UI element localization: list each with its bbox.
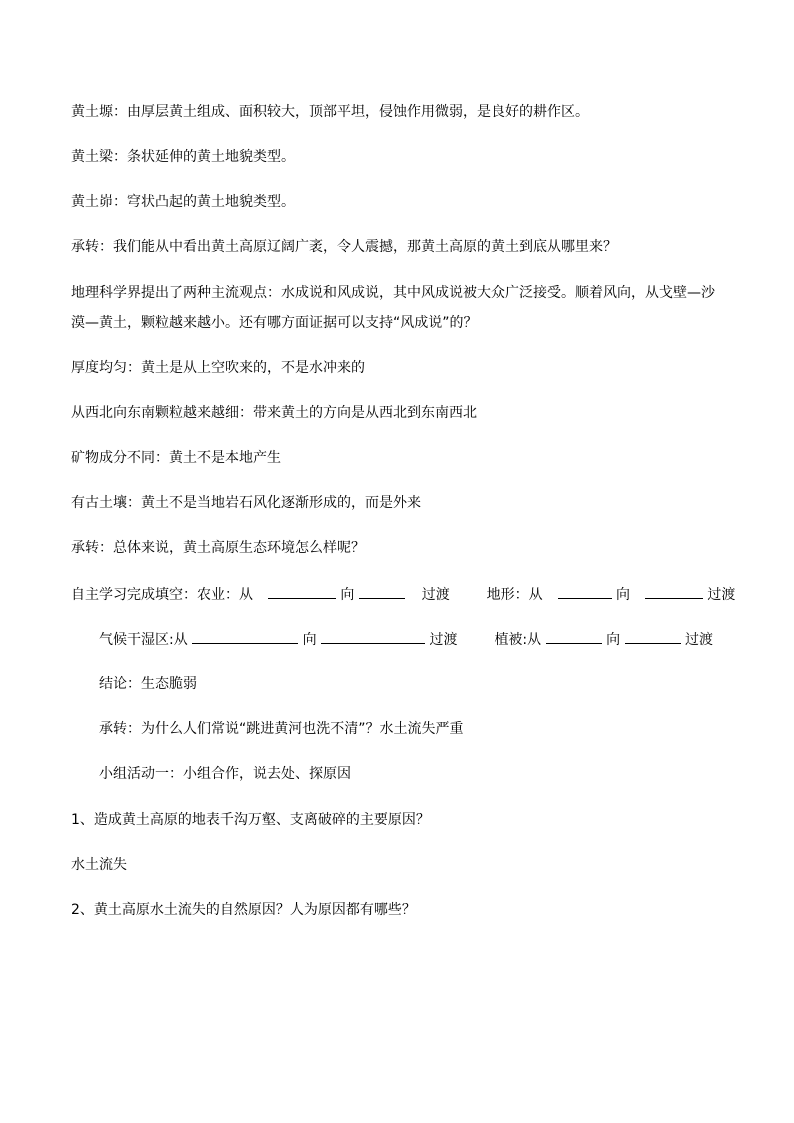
evidence-grain-size: 从西北向东南颗粒越来越细：带来黄土的方向是从西北到东南西北 <box>71 405 477 421</box>
blank-agriculture-from[interactable] <box>268 584 336 599</box>
label-transition: 过渡 <box>684 632 713 648</box>
paragraph-group-activity: 小组活动一：小组合作，说去处、探原因 <box>99 766 351 782</box>
paragraph-huangtumao: 黄土峁：穹状凸起的黄土地貌类型。 <box>71 194 295 210</box>
paragraph-transition-origin: 承转：我们能从中看出黄土高原辽阔广袤，令人震撼，那黄土高原的黄土到底从哪里来？ <box>71 239 617 255</box>
label-to: 向 <box>615 587 630 603</box>
label-to: 向 <box>302 632 317 648</box>
label-transition: 过渡 <box>421 587 450 603</box>
label-transition: 过渡 <box>429 632 458 648</box>
vegetation-label: 植被:从 <box>494 632 542 648</box>
blank-agriculture-to[interactable] <box>359 584 405 599</box>
paragraph-transition-erosion: 承转：为什么人们常说“跳进黄河也洗不清”？水土流失严重 <box>99 721 464 737</box>
answer-1: 水土流失 <box>71 857 127 873</box>
label-to: 向 <box>340 587 355 603</box>
fill-in-row-2 <box>99 629 713 650</box>
paragraph-theories-line1: 地理科学界提出了两种主流观点：水成说和风成说，其中风成说被大众广泛接受。顺着风向，从戈壁—沙 <box>71 285 715 301</box>
blank-terrain-to[interactable] <box>645 584 703 599</box>
paragraph-transition-environment: 承转：总体来说，黄土高原生态环境怎么样呢？ <box>71 540 365 556</box>
label-transition: 过渡 <box>707 587 736 603</box>
evidence-paleosol: 有古土壤：黄土不是当地岩石风化逐渐形成的，而是外来 <box>71 495 421 511</box>
paragraph-theories-line2: 漠—黄土，颗粒越来越小。还有哪方面证据可以支持“风成说”的？ <box>71 315 478 331</box>
evidence-minerals: 矿物成分不同：黄土不是本地产生 <box>71 450 281 466</box>
evidence-uniform-thickness: 厚度均匀：黄土是从上空吹来的，不是水冲来的 <box>71 360 365 376</box>
question-1: 1、造成黄土高原的地表千沟万壑、支离破碎的主要原因？ <box>71 812 430 828</box>
fill-in-prefix: 自主学习完成填空：农业：从 <box>71 587 253 603</box>
paragraph-conclusion: 结论：生态脆弱 <box>99 676 197 692</box>
climate-label: 气候干湿区:从 <box>99 632 188 648</box>
paragraph-huangtuliang: 黄土梁：条状延伸的黄土地貌类型。 <box>71 149 295 165</box>
blank-terrain-from[interactable] <box>558 584 612 599</box>
question-2: 2、黄土高原水土流失的自然原因？人为原因都有哪些？ <box>71 902 416 918</box>
fill-in-row-1 <box>71 584 735 605</box>
terrain-label: 地形：从 <box>486 587 543 603</box>
blank-climate-to[interactable] <box>321 629 425 644</box>
paragraph-huangtuyuan: 黄土塬：由厚层黄土组成、面积较大，顶部平坦，侵蚀作用微弱，是良好的耕作区。 <box>71 104 589 120</box>
blank-vegetation-from[interactable] <box>546 629 602 644</box>
blank-climate-from[interactable] <box>192 629 298 644</box>
label-to: 向 <box>606 632 621 648</box>
blank-vegetation-to[interactable] <box>625 629 681 644</box>
